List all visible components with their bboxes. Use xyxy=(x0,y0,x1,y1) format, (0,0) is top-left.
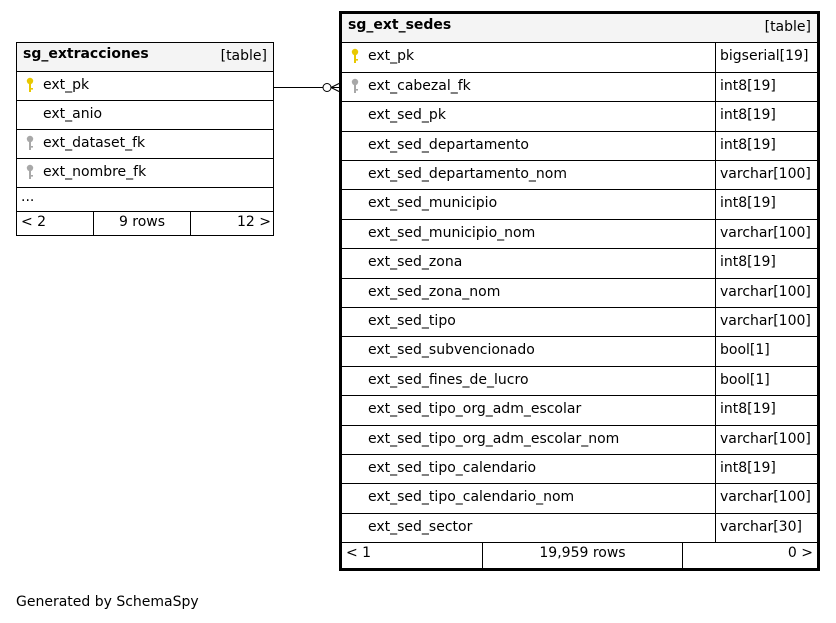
column-name: ext_sed_tipo_calendario xyxy=(368,460,537,476)
column-type: varchar[100] xyxy=(715,161,817,189)
column-name: ext_dataset_fk xyxy=(43,135,146,151)
column-type: int8[19] xyxy=(715,455,817,483)
column-name: ext_pk xyxy=(43,77,90,93)
column-name: ext_sed_subvencionado xyxy=(368,342,535,359)
column-name: ext_sed_fines_de_lucro xyxy=(368,371,529,388)
column-name: ext_anio xyxy=(43,106,103,122)
ellipsis-text: ... xyxy=(21,189,35,205)
column-type: varchar[100] xyxy=(715,308,817,336)
column-name: ext_sed_zona xyxy=(368,254,463,271)
table-name: sg_ext_sedes xyxy=(348,17,452,33)
column-type: int8[19] xyxy=(715,132,817,160)
column-name: ext_sed_tipo_calendario_nom xyxy=(368,489,575,506)
column-name: ext_sed_pk xyxy=(368,107,446,124)
column-name: ext_sed_tipo xyxy=(368,313,456,329)
column-type: int8[19] xyxy=(715,102,817,130)
column-type: int8[19] xyxy=(715,73,817,101)
column-type: bool[1] xyxy=(715,367,817,395)
zero-cardinality-marker xyxy=(323,84,331,92)
table-type-tag: [table] xyxy=(220,48,267,64)
generated-by-credit: Generated by SchemaSpy xyxy=(16,594,199,610)
column-type: varchar[100] xyxy=(715,426,817,454)
column-type: varchar[100] xyxy=(715,279,817,307)
children-count: 12 > xyxy=(190,212,275,235)
column-name: ext_sed_municipio_nom xyxy=(368,224,536,241)
column-type: bool[1] xyxy=(715,337,817,365)
parents-count: < 1 xyxy=(346,545,372,562)
column-type: varchar[100] xyxy=(715,484,817,512)
column-type: int8[19] xyxy=(715,249,817,277)
many-crowfoot-marker xyxy=(331,84,339,92)
row-count: 9 rows xyxy=(93,212,190,235)
column-name: ext_cabezal_fk xyxy=(368,77,471,94)
column-name: ext_pk xyxy=(368,48,415,65)
column-name: ext_sed_municipio xyxy=(368,195,498,212)
table-name: sg_extracciones xyxy=(23,46,149,62)
column-name: ext_sed_departamento_nom xyxy=(368,166,567,182)
column-name: ext_sed_sector xyxy=(368,518,473,535)
children-count: 0 > xyxy=(682,543,817,568)
column-type: int8[19] xyxy=(715,190,817,218)
column-type: int8[19] xyxy=(715,396,817,424)
parents-count: < 2 xyxy=(21,214,47,230)
column-type: varchar[30] xyxy=(715,514,817,542)
column-name: ext_sed_zona_nom xyxy=(368,283,501,300)
column-name: ext_sed_departamento xyxy=(368,136,529,153)
column-name: ext_sed_tipo_org_adm_escolar xyxy=(368,401,582,418)
table-type-tag: [table] xyxy=(764,19,811,35)
column-type: varchar[100] xyxy=(715,220,817,248)
column-name: ext_sed_tipo_org_adm_escolar_nom xyxy=(368,430,620,447)
column-type: bigserial[19] xyxy=(715,43,817,71)
column-name: ext_nombre_fk xyxy=(43,164,147,180)
row-count: 19,959 rows xyxy=(482,543,682,568)
